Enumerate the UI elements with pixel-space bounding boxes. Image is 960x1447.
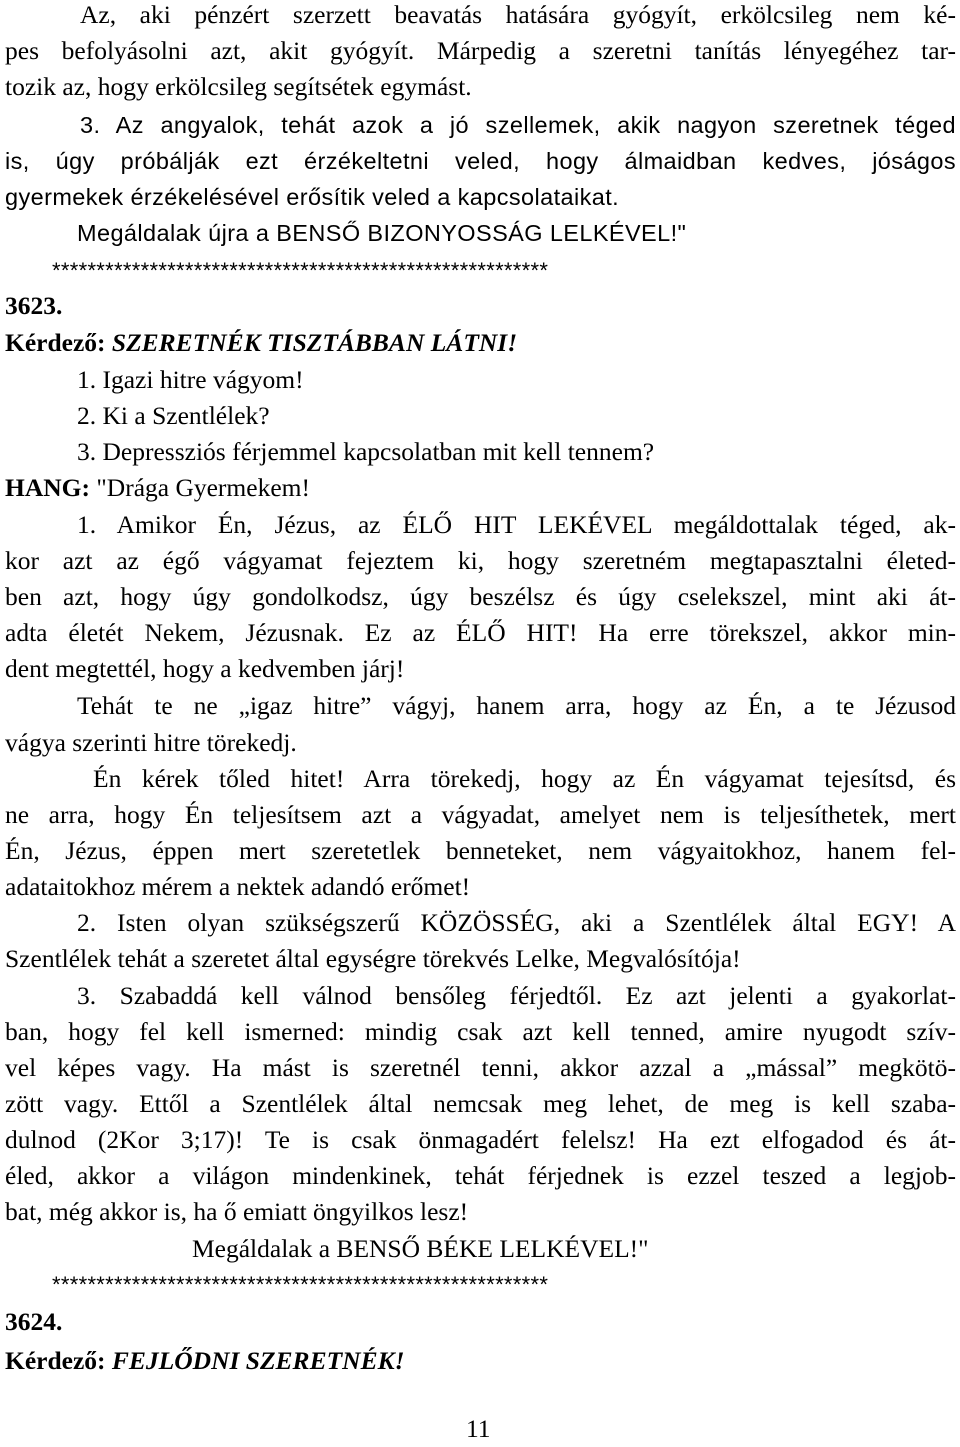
entry-number: 3624. xyxy=(5,1307,63,1336)
paragraph-line: Én, Jézus, éppen mert szeretetlek benneteket, nem vágyaitokhoz, hanem fel- xyxy=(5,836,956,865)
paragraph-line: pes befolyásolni azt, akit gyógyít. Márpedig a szeretni tanítás lényegéhez tar- xyxy=(5,36,956,65)
hang-line xyxy=(5,473,310,505)
question-item: 3. Depressziós férjemmel kapcsolatban mit kell tennem? xyxy=(77,437,655,466)
paragraph-line: dent megtettél, hogy a kedvemben járj! xyxy=(5,654,405,683)
paragraph-line: dulnod (2Kor 3;17)! Te is csak önmagadért felelsz! Ha ezt elfogadod és át- xyxy=(5,1125,956,1154)
asker-line xyxy=(5,328,517,360)
hang-label: HANG: xyxy=(5,473,90,502)
page-number: 11 xyxy=(466,1414,491,1443)
paragraph-line: ne arra, hogy Én teljesítsem azt a vágyadat, amelyet nem is teljesíthetek, mert xyxy=(5,800,956,829)
paragraph-line: 3. Szabaddá kell válnod bensőleg férjedtől. Ez azt jelenti a gyakorlat- xyxy=(77,981,956,1010)
paragraph-line: vágya szerinti hitre törekedj. xyxy=(5,728,297,757)
paragraph-line: tozik az, hogy erkölcsileg segítsétek egymást. xyxy=(5,72,472,101)
paragraph-line: kor azt az égő vágyamat fejeztem ki, hogy szeretném megtapasztalni életed- xyxy=(5,546,956,575)
question-item: 1. Igazi hitre vágyom! xyxy=(77,365,304,394)
paragraph-line: Szentlélek tehát a szeretet által egységre törekvés Lelke, Megvalósítója! xyxy=(5,944,741,973)
paragraph-line: éled, akkor a világon mindenkinek, tehát férjednek is ezzel teszed a legjob- xyxy=(5,1161,956,1190)
paragraph-line: gyermekek érzékelésével erősítik veled a kapcsolataikat. xyxy=(5,184,620,210)
asker-label: Kérdező: xyxy=(5,328,106,357)
paragraph-line: adta életét Nekem, Jézusnak. Ez az ÉLŐ HIT! Ha erre törekszel, akkor min- xyxy=(5,618,956,647)
paragraph-line: ban, hogy fel kell ismerned: mindig csak azt kell tenned, amire nyugodt szív- xyxy=(5,1017,956,1046)
question-subject: FEJLŐDNI SZERETNÉK! xyxy=(111,1346,405,1375)
paragraph-line: is, úgy próbálják ezt érzékeltetni veled, hogy álmaidban kedves, jóságos xyxy=(5,148,956,174)
paragraph-line: 3. Az angyalok, tehát azok a jó szellemek, akik nagyon szeretnek téged xyxy=(80,112,956,138)
paragraph-line: ben azt, hogy úgy gondolkodsz, úgy beszélsz és úgy cselekszel, mint aki át- xyxy=(5,582,956,611)
paragraph-line: zött vagy. Ettől a Szentlélek által nemcsak meg lehet, de meg is kell szaba- xyxy=(5,1089,956,1118)
separator-stars: ******************************************************** xyxy=(52,258,549,283)
paragraph-line: Az, aki pénzért szerzett beavatás hatására gyógyít, erkölcsileg nem ké- xyxy=(80,0,956,29)
paragraph-line: Én kérek tőled hitet! Arra törekedj, hogy az Én vágyamat tejesítsd, és xyxy=(93,764,956,793)
paragraph-line: 1. Amikor Én, Jézus, az ÉLŐ HIT LEKÉVEL megáldottalak téged, ak- xyxy=(77,510,956,539)
asker-label: Kérdező: xyxy=(5,1346,106,1375)
blessing-line: Megáldalak újra a BENSŐ BIZONYOSSÁG LELKÉVEL!" xyxy=(77,220,687,246)
paragraph-line: adataitokhoz mérem a nektek adandó erőmet! xyxy=(5,872,471,901)
paragraph-line: vel képes vagy. Ha mást is szeretnél tenni, akkor azzal a „mással” megkötö- xyxy=(5,1053,956,1082)
paragraph-line: 2. Isten olyan szükségszerű KÖZÖSSÉG, aki a Szentlélek által EGY! A xyxy=(77,908,956,937)
asker-line xyxy=(5,1346,405,1378)
entry-number: 3623. xyxy=(5,291,63,320)
hang-greeting: "Drága Gyermekem! xyxy=(96,473,310,502)
question-item: 2. Ki a Szentlélek? xyxy=(77,401,270,430)
paragraph-line: bat, még akkor is, ha ő emiatt öngyilkos lesz! xyxy=(5,1197,469,1226)
question-subject: SZERETNÉK TISZTÁBBAN LÁTNI! xyxy=(111,328,518,357)
paragraph-line: Tehát te ne „igaz hitre” vágyj, hanem arra, hogy az Én, a te Jézusod xyxy=(77,691,956,720)
separator-stars: ******************************************************** xyxy=(52,1272,549,1297)
blessing-line: Megáldalak a BENSŐ BÉKE LELKÉVEL!" xyxy=(192,1234,649,1263)
